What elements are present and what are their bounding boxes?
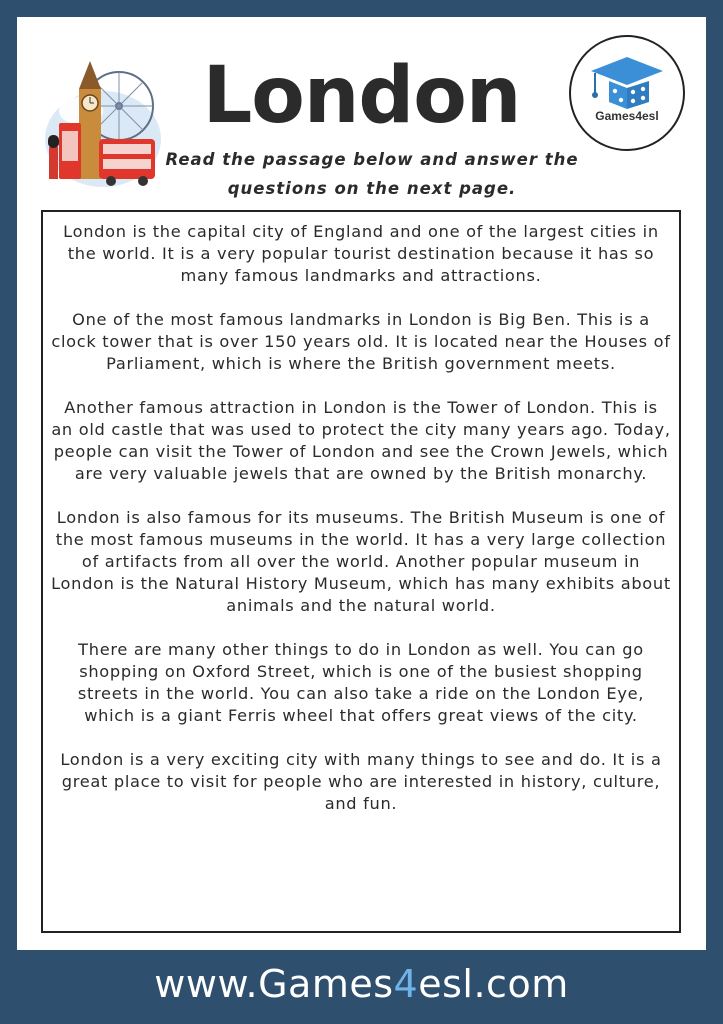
games4esl-logo xyxy=(569,35,685,151)
passage-box xyxy=(41,210,681,933)
graduation-dice-icon xyxy=(569,35,685,151)
footer-url-prefix: www.Games xyxy=(154,962,394,1006)
passage-paragraph: London is the capital city of England and one of the largest cities in the world. It is a very popular tourist destination because it has so many famous landmarks and attractions. xyxy=(63,222,659,285)
footer-url[interactable] xyxy=(0,962,723,1006)
passage-paragraph: London is also famous for its museums. The British Museum is one of the most famous museums in the world. It has a very large collection of artifacts from all over the world. Another popular museum in London is the Natural History Museum, which has many exhibits about animals and the natural world. xyxy=(51,508,671,615)
passage-paragraph: One of the most famous landmarks in London is Big Ben. This is a clock tower that is over 150 years old. It is located near the Houses of Parliament, which is where the British government meets. xyxy=(51,310,671,373)
page-title: London xyxy=(202,51,521,141)
footer-url-accent: 4 xyxy=(393,962,419,1006)
logo-text: Games4esl xyxy=(595,109,659,123)
footer-url-suffix: esl.com xyxy=(418,962,569,1006)
instructions-line-1: Read the passage below and answer the xyxy=(165,150,579,169)
instructions-line-2: questions on the next page. xyxy=(227,179,517,198)
passage-paragraph: There are many other things to do in London as well. You can go shopping on Oxford Street, which is one of the busiest shopping streets in the world. You can also take a ride on the London Eye, which is a giant Ferris wheel that offers great views of the city. xyxy=(77,640,645,725)
instructions xyxy=(157,145,587,203)
worksheet-page xyxy=(17,17,706,950)
passage-paragraph: Another famous attraction in London is the Tower of London. This is an old castle that was used to protect the city many years ago. Today, people can visit the Tower of London and see the Crown Jewels, which are very valuable jewels that are owned by the British monarchy. xyxy=(51,398,671,483)
passage-paragraph: London is a very exciting city with many things to see and do. It is a great place to visit for people who are interested in history, culture, and fun. xyxy=(60,750,662,813)
